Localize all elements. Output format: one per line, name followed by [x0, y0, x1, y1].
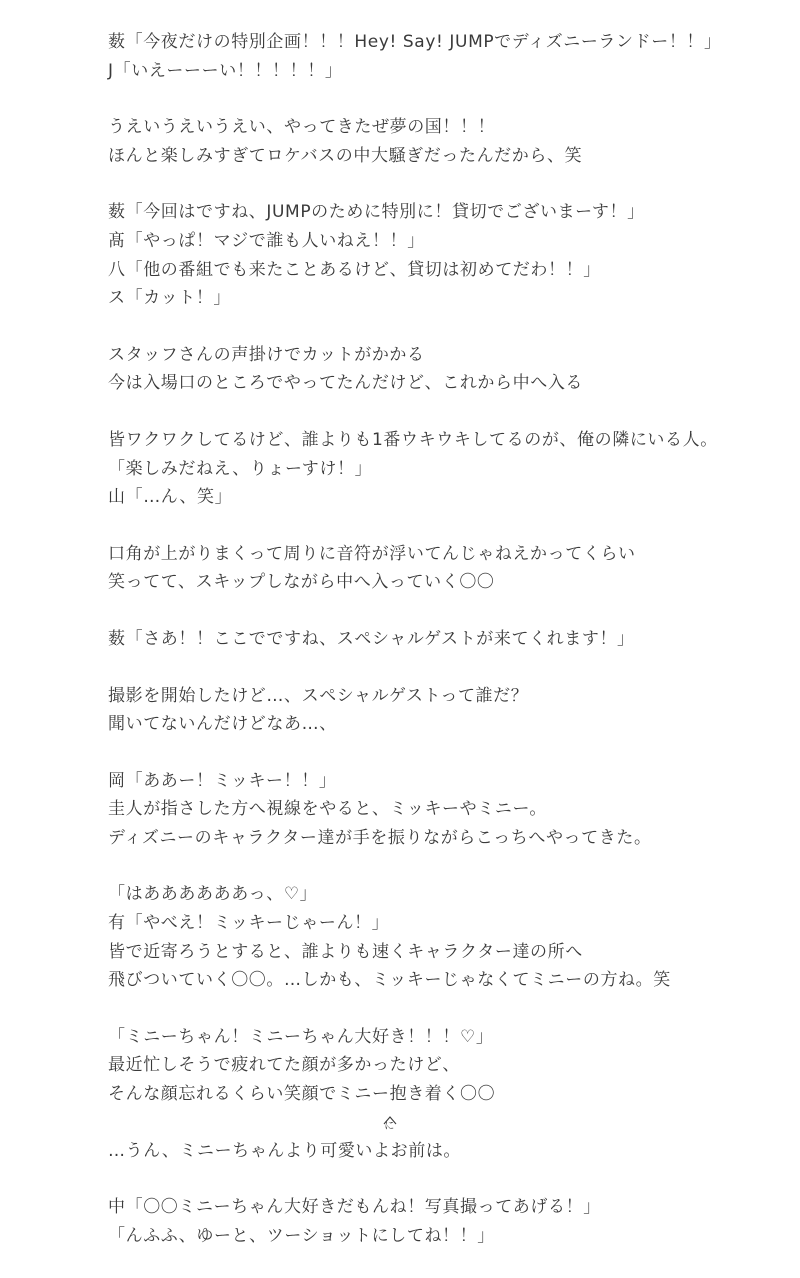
paragraph-1: [108, 28, 768, 85]
text-line: 「はああああああっ、♡」: [108, 884, 318, 905]
text-line: 髙「やっぱ！マジで誰も人いねえ！！」: [108, 230, 425, 251]
text-line: J「いえーーーい！！！！！」: [108, 60, 343, 81]
paragraph-9: [108, 767, 768, 853]
text-line: 圭人が指さした方へ視線をやると、ミッキーやミニー。: [108, 799, 547, 820]
text-line: 撮影を開始したけど…、スペシャルゲストって誰だ？: [108, 685, 529, 706]
text-line: 中「〇〇ミニーちゃん大好きだもんね！写真撮ってあげる！」: [108, 1197, 601, 1218]
text-line: 薮「今夜だけの特別企画！！！Hey! Say! JUMPでディズニーランドー！！」: [108, 32, 722, 52]
text-line: 有「やべえ！ミッキーじゃーん！」: [108, 913, 390, 934]
text-line: スタッフさんの声掛けでカットがかかる: [108, 344, 425, 365]
text-line: 聞いてないんだけどなあ…、: [108, 714, 337, 735]
text-line: 皆ワクワクしてるけど、誰よりも1番ウキウキしてるのが、俺の隣にいる人。: [108, 429, 718, 450]
text-line: 薮「さあ！！ここでですね、スペシャルゲストが来てくれます！」: [108, 628, 635, 649]
text-line: ディズニーのキャラクター達が手を振りながらこっちへやってきた。: [108, 827, 652, 848]
text-line: 岡「ああー！ミッキー！！」: [108, 770, 337, 791]
text-line: 笑ってて、スキップしながら中へ入っていく〇〇: [108, 572, 495, 593]
paragraph-8: [108, 682, 768, 739]
text-line: 今は入場口のところでやってたんだけど、これから中へ入る: [108, 373, 584, 394]
paragraph-4: [108, 341, 768, 398]
text-line: ほんと楽しみすぎてロケバスの中大騒ぎだったんだから、笑: [108, 145, 583, 166]
text-line: …うん、ミニーちゃんより可愛いよお前は。: [108, 1140, 462, 1161]
text-line: うえいうえいうえい、やってきたぜ夢の国！！！: [108, 117, 496, 138]
paragraph-12: [108, 1137, 768, 1166]
text-line: 薮「今回はですね、JUMPのために特別に！貸切でございまーす！」: [108, 202, 645, 223]
text-line: 皆で近寄ろうとすると、誰よりも速くキャラクター達の所へ: [108, 941, 583, 962]
text-line: 飛びついていく〇〇。…しかも、ミッキーじゃなくてミニーの方ね。笑: [108, 970, 671, 991]
paragraph-13: [108, 1193, 768, 1250]
text-line: 「んふふ、ゆーと、ツーショットにしてね！！」: [108, 1225, 495, 1246]
text-line: 口角が上がりまくって周りに音符が浮いてんじゃねえかってくらい: [108, 543, 636, 564]
text-line: 「楽しみだねえ、りょーすけ！」: [108, 458, 373, 479]
edited-line-before: そんな顔忘れるくらい笑顔でミニー: [108, 1084, 390, 1105]
paragraph-5: [108, 426, 768, 512]
inserted-char: に: [384, 1121, 395, 1133]
text-line: 山「…ん、笑」: [108, 487, 233, 508]
paragraph-10: [108, 880, 768, 994]
story-text: [108, 28, 768, 1278]
paragraph-6: [108, 540, 768, 597]
paragraph-3: [108, 198, 768, 312]
paragraph-2: [108, 113, 768, 170]
text-line: ス「カット！」: [108, 288, 232, 309]
paragraph-11: [108, 1023, 768, 1133]
text-line: 最近忙しそうで疲れてた顔が多かったけど、: [108, 1055, 460, 1076]
edited-line: [108, 1080, 768, 1133]
text-line: 八「他の番組でも来たことあるけど、貸切は初めてだわ！！」: [108, 259, 601, 280]
text-line: 「ミニーちゃん！ミニーちゃん大好き！！！♡」: [108, 1026, 494, 1047]
edited-line-after: 抱き着く〇〇: [389, 1084, 496, 1105]
paragraph-7: [108, 625, 768, 654]
